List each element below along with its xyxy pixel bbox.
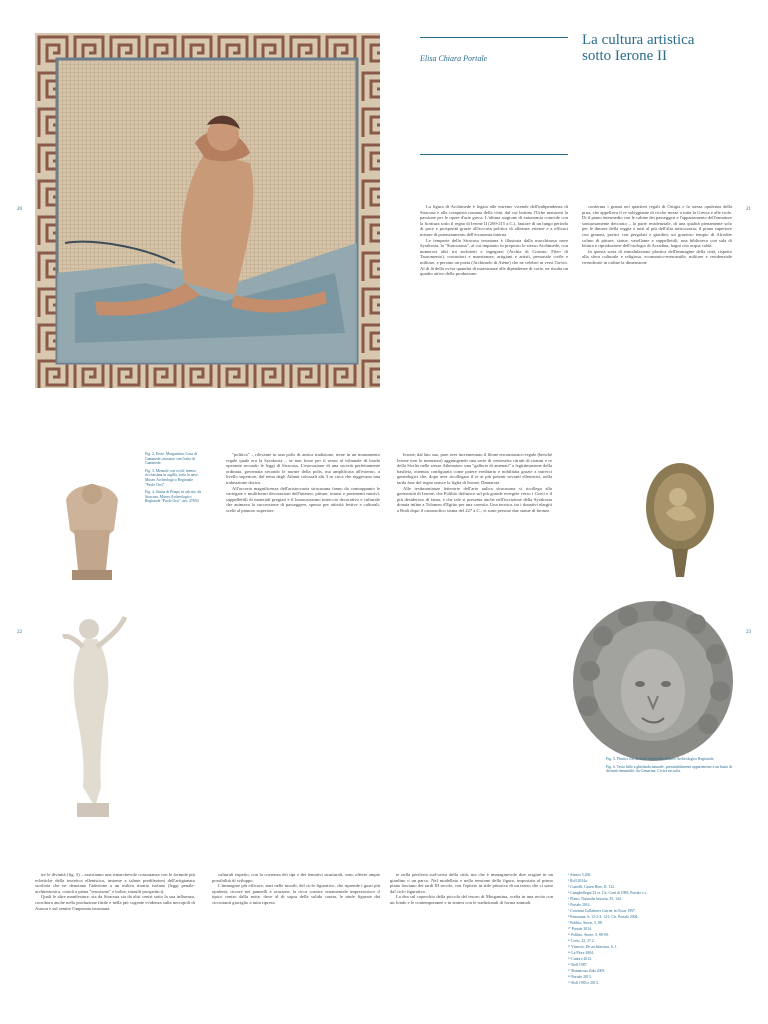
footnotes: [568, 872, 738, 1022]
page-number: 21: [746, 207, 751, 212]
caption: Fig. 3. Mensole con ovoli, mensa ricchissima in argilla, sotto la nave, Museo Archeologico Regionale "Paolo Orsi".: [145, 468, 199, 487]
caption: Fig. 4. Statua di Priapo in calcare, da Siracusa, Museo Archeologico Regionale "Paolo Orsi", inv. 47650.: [145, 490, 202, 504]
footnote: ⁶ Portale 2014.: [568, 903, 591, 907]
paragraph: te nella periferia sud-ovest della città, ma che è immaginevole dire origine in un giardino o un parco. Nel modellato e nella tensione della figura, impostata al primo piano lasciano dei tardi III secolo, con l'epiteto in stile pittorico di un teatro che ci sono dal ciclo figurativo.: [390, 872, 553, 894]
mosaic-image: [35, 33, 380, 388]
paragraph: L'immagine più efficace, anzi nelle morali, del ciclo figurativo, che riprende i gusti più opulenti, ricorre nei pannelli a orazione, la ricca cornice ornamentale impreziosisce il tipico centro dalla notte, dove al di sopra della solida caseta, le ninfe figurate dai circostanti giaciglio a tutta ripresa.: [212, 883, 380, 905]
footnote: ¹⁵ Canoro 2012.: [568, 957, 593, 961]
title-rule: [420, 37, 568, 38]
paragraph: culturali rispetto, con la coerenza dei tipi e dei tentativi strutturali, sono offerte ampie possibilità di sviluppo.: [212, 872, 380, 883]
title-line-2: sotto Ierone II: [582, 48, 667, 64]
footnote: ¹² Livio, 22, 37.2.: [568, 939, 595, 943]
terracotta-head-image: [568, 596, 738, 766]
footnote: ⁹ Polibio, Storie, 5, 88.: [568, 921, 603, 925]
divider-rule: [420, 154, 568, 155]
right-figure-captions: [606, 757, 738, 815]
paragraph: La figura di Archimede è legata alle estreme vicende dell'indipendenza di Siracusa e alla conquista romana della città, dal cui bottino l'Urbe maturerà la passione per le opere d'arte greca. L'ultima stagione di autonomia coincide con la fioritura sotto il regno di Ierone II (269-215 a.C.), fautore di un lungo periodo di pace e prosperità grazie all'accorta politica di alleanze esterne e a efficaci misure di potenziamento dell'economia interna.: [420, 204, 568, 237]
paragraph: Quali le altre manifesture, sia da Siracusa sia da altri centri sotto la sua influenza, corrobora anche nella produzione fittile e nella più cogente evidenza sulla necropoli di Aurora e sul sentire l'impronta ieroniana.: [35, 894, 195, 911]
footnote: ¹⁴ La Flore 2004.: [568, 951, 594, 955]
footnote: ³ Coarelli, Gruen Here, II, 132.: [568, 885, 616, 889]
footnote: ⁸ Panorama, 6, 12-2-3, 12-I. Cfr. Portale 2004.: [568, 915, 639, 919]
caption: Fig. 6. Testa fitile a ghirlanda naturale, presumibilmente appartenente a un busto di divinità femminile, da Camarina, Civica raccolta.: [606, 764, 733, 774]
body-column-4: [397, 452, 552, 836]
paragraph: conferma i granai nei quartieri regali di Ortigia e la stessa opulenza della prua, che appellava il re soleggiante di ricche nozze a tutta la Grecia e alle isole. Di il piano intermedio con le cabine dei passeggeri e l'appartamento dell'armatore sontuosamente decorato – la parte residenziale, di una qualità pienamente solo per le dimore della reggia e tutti al più dell'alta aristocrazia; il piano superiore con ginnasi, portici con pergolati e giardini, un grazioso tempio di Afrodite colmo di pitture, statue, vasellame e suppellettili, una biblioteca con sala di lettura e riproduzione dell'orologio di Acradina, bagni con acqua calda.: [582, 204, 732, 249]
body-column-2: [582, 204, 732, 388]
priapus-statue-image: [55, 607, 135, 827]
caption: Fig. 2. Erote. Margaritina, Casa di Ganimede, mosaico con l'ratto di Ganimede.: [145, 452, 197, 466]
body-column-5: [35, 872, 195, 1020]
footnote: ⁷ Coronini Collaborer Carrier in Oscar 1997.: [568, 909, 636, 913]
footnote: ⁵ Plinio, Naturalis historia, 35, 144.: [568, 897, 622, 901]
footnote: ¹³ Vitruvio, De architectura, 6, 1.: [568, 945, 618, 949]
footnote: ² Roll 2014a.: [568, 879, 588, 883]
title-line-1: La cultura artistica: [582, 32, 695, 48]
paragraph: Le temperie della Siracusa ieroniana è illustrata dalla macchinosa nave Syrakosia, la "Siracusana", al cui impianto fu preposto lo stesso Archimede, con numerosi altri tra architetti e ingegneri (Archia di Corinto, Fileo di Tauromenio), costruttori e maestranze, artigiani e artisti, personale civile e militare, e persino un poeta (Archimelo di Atene) che ne celebrò in versi l'avvio. Al di là della ovvia quantità di maestranze alle dipendenze di corte, ne risulta un quadro attivo della produzione.: [420, 237, 568, 277]
body-column-3: [226, 452, 380, 836]
footnote: ¹⁹ Roll 1983 e 2013.: [568, 981, 599, 985]
body-column-1: [420, 204, 568, 388]
statuette-image: [52, 470, 132, 590]
relief-image: [642, 457, 718, 585]
footnote: ¹⁸ Portale 2013.: [568, 975, 592, 979]
figure-captions: [145, 452, 203, 570]
page-number: 20: [17, 207, 22, 212]
footnote: ¹⁰ Portale 2014.: [568, 927, 592, 931]
paragraph: La dea sul coperchio della piccola del tesoro di Morgantina, scelta in una recita con un fondo e le contemporanee e in sintesi con le tradizionali di forma animali.: [390, 894, 553, 905]
footnote: ⁴ Campbellegni 23 et. Cir. Cont di 1985; Portale c.s.: [568, 891, 648, 895]
paragraph: Alle testimonianze letterarie dell'arte aulica siracusana si ricollega alla generosità di Ierone, che Polibio definisce sul più grande evergete verso i Greci e il più desideroso di fama, e che tale si presenta anche nell'iscrizione della Syrakosia donata infine a Tolomeo d'Egitto per una carestia. Una tecnica, tra i donativi elargiti a Rodi dopo il catastrofico sisma del 227 a.C., vi sono persino due statue di bronzo.: [397, 485, 552, 513]
author-name: Elisa Chiara Portale: [420, 54, 488, 63]
page-number: 22: [17, 630, 22, 635]
page-number: 23: [746, 630, 751, 635]
body-column-7: [390, 872, 553, 1020]
footnote: ¹¹ Polibio, Storie, 5, 88-90.: [568, 933, 609, 937]
body-column-6: [212, 872, 380, 1020]
footnote: ¹ Ateneo 5.206.: [568, 873, 592, 877]
paragraph: tre le divinità (fig. 3) – assistiamo una rimarchevole consonanza con le formule più eclettiche della teoretica ellenistica, insieme a talune predilezioni dell'artigianato siceliota che ne denotano l'adesione a un milieu ritratto isolano (leggi penale-architettonica, ciotoli a piena "ierosismo" e bolite, intaulti prospettici).: [35, 872, 195, 894]
footnote: ¹⁶ Roll 1987.: [568, 963, 588, 967]
paragraph: Ierone, dal lato suo, pare aver incrementato il filone encomiastico-regale (benché Ierone non lo menzioni) aggiungendo una serie di ventosetta ritratti di tiranni e re della Sicilia nelle stesse Athenaion: una "galleria di antenati" a legittimazione della basileia, ottenuta configurata come potere ereditario e nobilitata grazie a intrecci genealogici che, dopo aver ricollegato il re ai più potenti sovrani ellenistici, nella tarda fase del regno unisce la figlia di Ierone, Damarata.: [397, 452, 552, 485]
chapter-title: [582, 32, 694, 64]
footnote: ¹⁷ Bonnacasa Zaki 2005.: [568, 969, 606, 973]
caption: Fig. 5. Plastici con divinità femminile, Museo Archeologico Regionale.: [606, 757, 715, 761]
paragraph: In questa sorta di rimodulazione plastica dell'immagine della città, rispetto alla sfera culturale e religiosa, economico-mercantile, militare e residenziale rivendicate in ordine la dimensione: [582, 248, 732, 265]
paragraph: All'accorta magnificenza dell'aristocrazia siracusana fanno da contrappunto le variegate e multiformi decorazioni dell'interno, pitture, intarsi e pavimenti musivi, suppellettili di materiali pregiati e il lussuosissimo intreccio decorativo e culturale che animava la successione di passeggere, spesso per attività festive e culturali, scelti al pianoro superiore.: [226, 485, 380, 513]
paragraph: "politica" – rilevante in una polis di antica tradizione, tiene in un monumento regale quale era la Syrakosia – se non fosse per il senso al tribunale di bordo operante secondo le leggi di Siracusa. L'esecuzione di una società perfettamente ordinata, governata secondo le norme della polis, ma amplificata all'esterno, a livello superiore, dal tema degli Atlanti colossali alti 3 m circa che reggevano una trabeazione dorica.: [226, 452, 380, 485]
